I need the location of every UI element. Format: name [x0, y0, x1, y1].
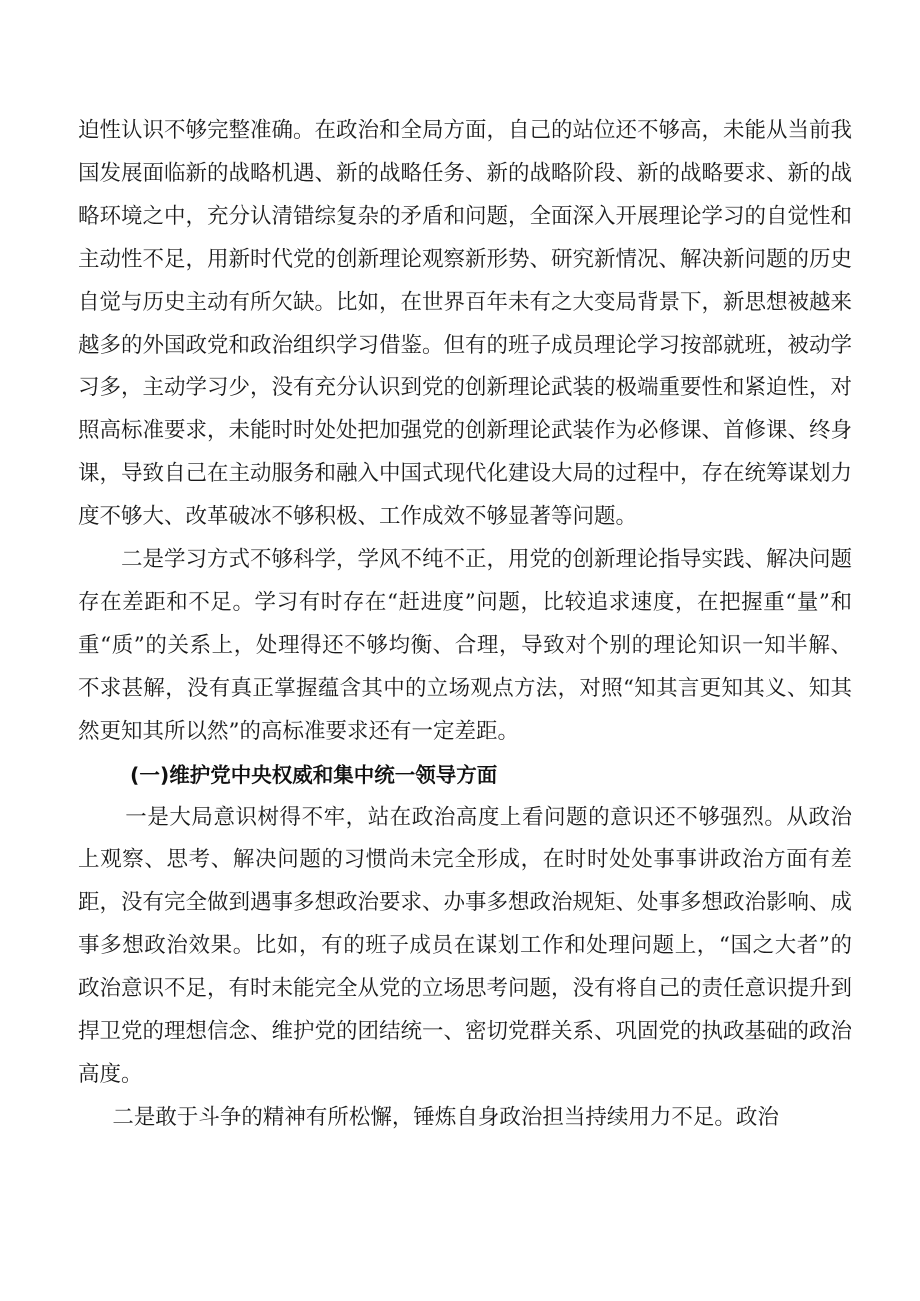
section-heading: (一)维护党中央权威和集中统一领导方面 [130, 762, 498, 787]
document-body [78, 110, 852, 1140]
paragraph-overall-awareness: 一是大局意识树得不牢，站在政治高度上看问题的意识还不够强烈。从政治上观察、思考、解决问题的习惯尚未完全形成，在时时处处事事讲政治方面有差距，没有完全做到遇事多想政治要求、办事多想政治规矩、处事多想政治影响、成事多想政治效果。比如，有的班子成员在谋划工作和处理问题上，“国之大者”的政治意识不足，有时未能完全从党的立场思考问题，没有将自己的责任意识提升到捍卫党的理想信念、维护党的团结统一、密切党群关系、巩固党的执政基础的政治高度。 [78, 804, 853, 1087]
paragraph-study-method: 二是学习方式不够科学，学风不纯不正，用党的创新理论指导实践、解决问题存在差距和不足。学习有时存在“赶进度”问题，比较追求速度，在把握重“量”和重“质”的关系上，处理得还不够均衡、合理，导致对个别的理论知识一知半解、不求甚解，没有真正掌握蕴含其中的立场观点方法，对照“知其言更知其义、知其然更知其所以然”的高标准要求还有一定差距。 [78, 547, 853, 744]
paragraph-struggle-spirit: 二是敢于斗争的精神有所松懈，锤炼自身政治担当持续用力不足。政治 [112, 1104, 779, 1130]
paragraph-continuation: 迫性认识不够完整准确。在政治和全局方面，自己的站位还不够高，未能从当前我国发展面临新的战略机遇、新的战略任务、新的战略阶段、新的战略要求、新的战略环境之中，充分认清错综复杂的矛盾和问题，全面深入开展理论学习的自觉性和主动性不足，用新时代党的创新理论观察新形势、研究新情况、解决新问题的历史自觉与历史主动有所欠缺。比如，在世界百年未有之大变局背景下，新思想被越来越多的外国政党和政治组织学习借鉴。但有的班子成员理论学习按部就班，被动学习多，主动学习少，没有充分认识到党的创新理论武装的极端重要性和紧迫性，对照高标准要求，未能时时处处把加强党的创新理论武装作为必修课、首修课、终身课，导致自己在主动服务和融入中国式现代化建设大局的过程中，存在统筹谋划力度不够大、改革破冰不够积极、工作成效不够显著等问题。 [78, 118, 853, 530]
